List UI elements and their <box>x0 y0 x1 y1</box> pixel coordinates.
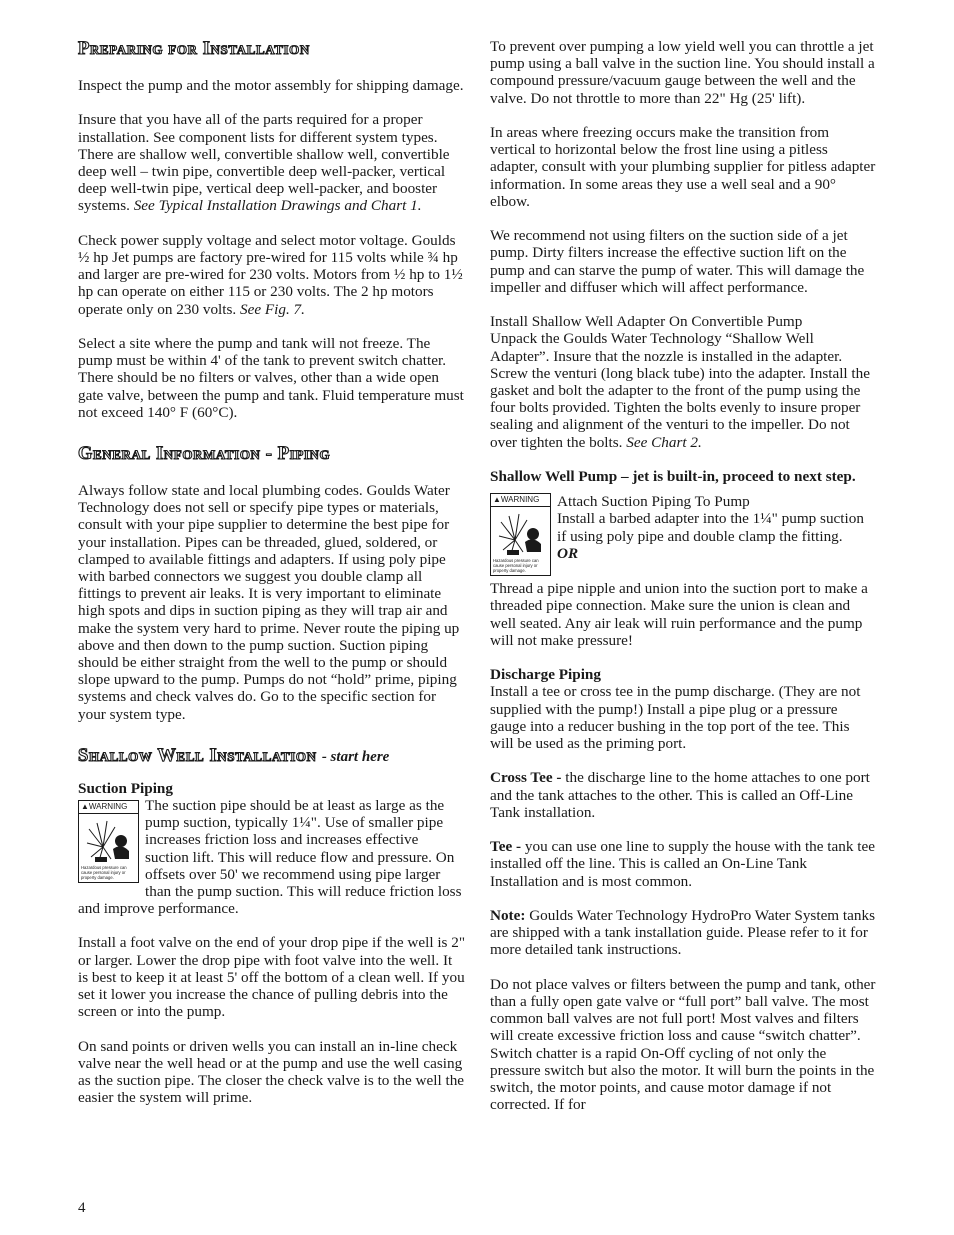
subheading-suction-piping: Suction Piping <box>78 779 173 797</box>
para-shallow-well-adapter: Install Shallow Well Adapter On Convertible Pump Unpack the Goulds Water Technology “Shallow Well Adapter”. Insure that the nozzle is installed in the adapter. Screw the venturi (long black tube) into the adapter. Install the gasket and bolt the adapter to the front of the pump using the four bolts provided. Tighten the bolts evenly to insure proper sealing and alignment of the venturi to the impeller. Do not over tighten the bolts. See Chart 2. <box>490 313 870 451</box>
para-no-valves: Do not place valves or filters between the pump and tank, other than a fully open gate valve or “full port” ball valve. The most common ball valves are not full port! Most valves and filters will create excessive friction loss and cause “switch chatter”. Switch chatter is a rapid On-Off cycling of not only the pressure switch but also the motor. It will burn the points in the switch, the motor points, and cause motor damage if not corrected. If for <box>490 975 876 1114</box>
start-here-tag: - start here <box>321 748 390 765</box>
para-tee: Tee - you can use one line to supply the house with the tank tee installed off the line. This is called an On-Line Tank Installation and is most common. <box>490 838 875 890</box>
para-power-supply: Check power supply voltage and select motor voltage. Goulds ½ hp Jet pumps are factory pre-wired for 115 volts while ¾ hp and larger are pre-wired for 230 volts. Motors from ½ hp to 1½ hp can operate on either 115 or 230 volts. The 2 hp motors operate only on 230 volts. See Fig. 7. <box>78 231 463 318</box>
heading-shallow-well-installation: Shallow Well Installation - start here <box>78 745 390 766</box>
page-number: 4 <box>78 1200 86 1216</box>
right-column <box>490 38 876 1131</box>
pressure-burst-icon <box>497 510 545 558</box>
subheading-jet-built-in: Shallow Well Pump – jet is built-in, proceed to next step. <box>490 468 856 486</box>
para-inspect: Inspect the pump and the motor assembly for shipping damage. <box>78 77 464 94</box>
para-suction-pipe-size: The suction pipe should be at least as large as the pump suction, typically 1¼". Use of smaller pipe increases friction loss and increases effective suction lift. This will reduce flow and pressure. On offsets over 50' we recommend using pipe larger than the pump suction. This will reduce friction loss and improve performance. <box>78 797 462 918</box>
attach-warning-block <box>490 493 876 580</box>
para-cross-tee: Cross Tee - the discharge line to the home attaches to one port and the tank attaches to the other. This is called an Off-Line Tank installation. <box>490 769 870 821</box>
para-throttle: To prevent over pumping a low yield well you can throttle a jet pump using a ball valve in the suction line. You should install a compound pressure/vacuum gauge between the well and the valve. Do not throttle to more than 22" Hg (25' lift). <box>490 38 875 107</box>
para-foot-valve: Install a foot valve on the end of your drop pipe if the well is 2" or larger. Lower the drop pipe with foot valve into the well. It is best to keep it at least 5' off the bottom of a clean well. If you set it lower you increase the chance of pulling debris into the screen or into the pump. <box>78 934 466 1021</box>
para-parts: Insure that you have all of the parts required for a proper installation. See component lists for different system types. There are shallow well, convertible shallow well, convertible deep well – twin pipe, convertible deep well-packer, vertical deep well-twin pipe, vertical deep well-packer, and booster systems. See Typical Installation Drawings and Chart 1. <box>78 111 450 215</box>
para-barbed-adapter: Install a barbed adapter into the 1¼" pump suction if using poly pipe and double clamp the fitting. <box>557 510 864 545</box>
left-column <box>78 38 466 1124</box>
note-label: Note: <box>490 907 526 925</box>
warning-triangle-icon: ▲ <box>493 495 501 505</box>
adapter-title: Install Shallow Well Adapter On Convertible Pump <box>490 313 803 331</box>
para-discharge: Install a tee or cross tee in the pump discharge. (They are not supplied with the pump!) Install a pipe plug or a pressure gauge into a reducer bushing in the top port of the tee. This will be used as the priming port. <box>490 683 861 753</box>
ref-installation-drawings: See Typical Installation Drawings and Chart 1. <box>133 197 422 215</box>
heading-preparing-installation: Preparing for Installation <box>78 39 310 59</box>
ref-chart-2: See Chart 2. <box>626 433 702 451</box>
para-filters: We recommend not using filters on the suction side of a jet pump. Dirty filters increase the effective suction lift on the pump and can starve the pump of water. This will damage the impeller and diffuser which will affect performance. <box>490 227 865 296</box>
subheading-discharge-piping: Discharge Piping <box>490 666 601 684</box>
para-sand-points: On sand points or driven wells you can install an in-line check valve near the well head or at the pump and use the well casing as the suction pipe. The closer the check valve is to the well the easier the system will prime. <box>78 1037 465 1107</box>
suction-warning-block <box>78 797 466 917</box>
pressure-burst-icon <box>85 817 133 865</box>
cross-tee-label: Cross Tee - <box>490 769 562 787</box>
heading-general-information-piping: General Information - Piping <box>78 444 331 465</box>
or-label: OR <box>557 544 579 562</box>
warning-triangle-icon: ▲ <box>81 802 89 812</box>
warning-label: ▲WARNING Hazardous pressure can cause personal injury or property damage. <box>490 493 551 576</box>
warning-label: ▲WARNING Hazardous pressure can cause personal injury or property damage. <box>78 800 139 883</box>
para-freezing: In areas where freezing occurs make the transition from vertical to horizontal below the frost line using a pitless adapter, consult with your plumbing supplier for pitless adapter information. In some areas they use a well seal and a 90° elbow. <box>490 124 876 210</box>
para-site: Select a site where the pump and tank will not freeze. The pump must be within 4' of the tank to prevent switch chatter. There should be no filters or valves, other than a wide open gate valve, between the pump and tank. Fluid temperature must not exceed 140° F (60°C). <box>78 335 464 421</box>
attach-title: Attach Suction Piping To Pump <box>557 493 750 511</box>
tee-label: Tee - <box>490 838 522 856</box>
ref-fig-7: See Fig. 7. <box>239 300 305 318</box>
para-pipe-nipple: Thread a pipe nipple and union into the suction port to make a threaded pipe connection. Make sure the union is clean and well seated. Any air leak will ruin performance and the pump will not make pressure! <box>490 580 868 649</box>
para-note: Note: Goulds Water Technology HydroPro Water System tanks are shipped with a tank installation guide. Please refer to it for more detailed tank instructions. <box>490 907 875 959</box>
para-plumbing-codes: Always follow state and local plumbing codes. Goulds Water Technology does not sell or specify pipe types or materials, consult with your pipe supplier to determine the best pipe for your installation. Pipes can be threaded, glued, soldered, or clamped to available fittings and adapters. If using poly pipe with barbed connectors we suggest you double clamp all fittings to prevent air leaks. It is very important to eliminate high spots and dips in suction piping as they will trap air and make the system very hard to prime. Never route the piping up above and then down to the pump suction. Suction piping should be either straight from the well to the pump or should slope upward to the pump. Pumps do not “hold” prime, piping systems and check valves do. Go to the specific section for your system type. <box>78 482 460 723</box>
